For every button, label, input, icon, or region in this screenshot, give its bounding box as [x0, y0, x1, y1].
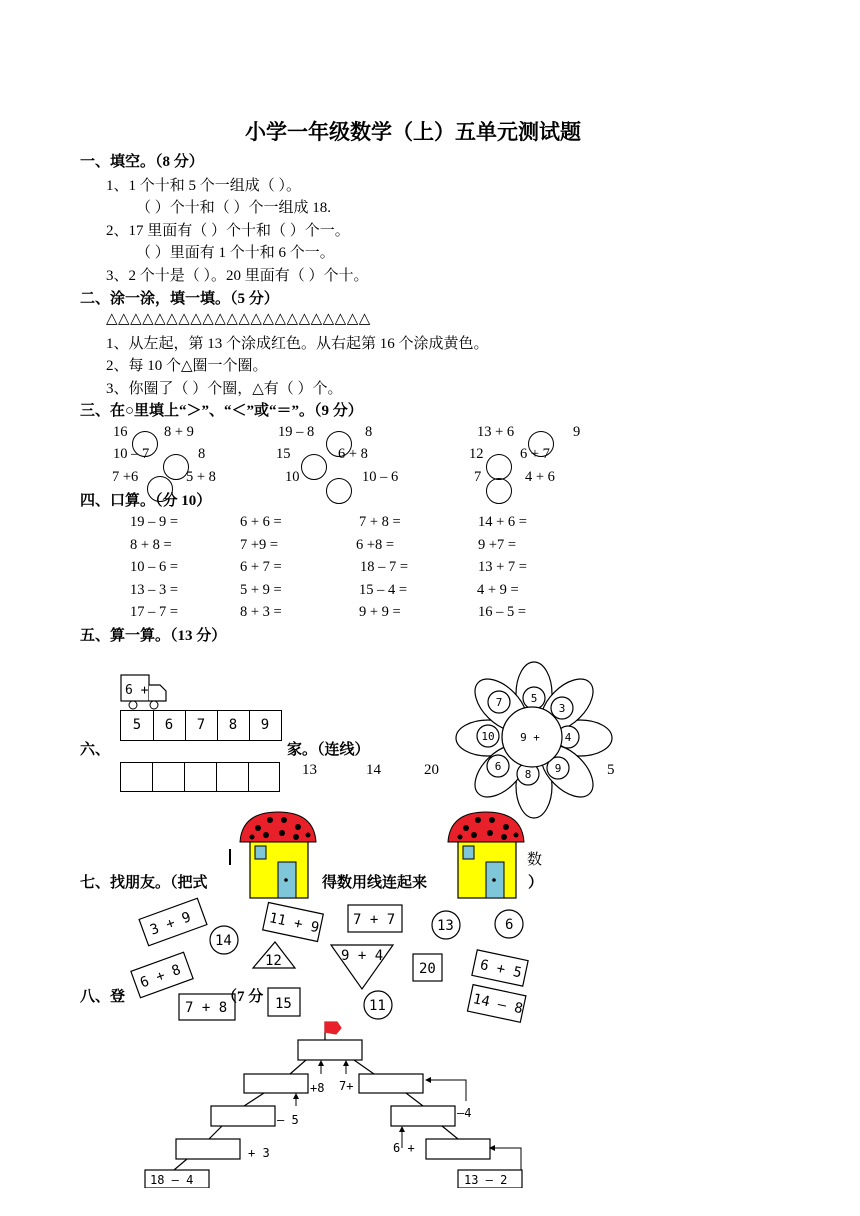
start-value: 13 – 2	[464, 1173, 508, 1187]
cmp-right: 6 + 7	[520, 446, 550, 462]
answer-box[interactable]	[211, 1106, 275, 1126]
answer-box[interactable]	[176, 1139, 240, 1159]
answer-box[interactable]	[359, 1074, 423, 1093]
start-value: 18 – 4	[150, 1173, 194, 1187]
section-1-heading: 一、填空。（8 分）	[80, 154, 204, 170]
op-label: +8	[310, 1081, 325, 1095]
petal-number: 4	[564, 731, 572, 744]
number-box: 9	[260, 717, 270, 733]
op-label: –4	[457, 1106, 472, 1120]
petal-number: 8	[524, 768, 532, 781]
calc-item: 13 – 3 =	[130, 582, 179, 598]
cmp-left: 10	[285, 469, 300, 485]
calc-item: 15 – 4 =	[359, 582, 408, 598]
compare-circle[interactable]	[486, 454, 512, 480]
section-3-heading: 三、在○里填上“＞”、“＜”或“＝”。（9 分）	[80, 403, 363, 419]
calc-item: 9 + 9 =	[359, 604, 401, 620]
match-diagram	[125, 895, 545, 1025]
triangle-row: △△△△△△△△△△△△△△△△△△△△△△	[106, 311, 371, 327]
calc-item: 8 + 3 =	[240, 604, 282, 620]
s1-line-5: 3、2 个十是（ ）。20 里面有（ ）个十。	[106, 268, 369, 284]
card-label: 3 + 9	[148, 909, 194, 939]
answer-box[interactable]	[184, 763, 185, 791]
calc-item: 18 – 7 =	[360, 559, 409, 575]
answer-box[interactable]	[391, 1106, 455, 1126]
section-8-heading: 八、登	[80, 989, 126, 1005]
circle-number: 13	[437, 918, 454, 934]
cmp-left: 13 + 6	[477, 424, 515, 440]
calc-item: 16 – 5 =	[478, 604, 527, 620]
op-label: 6 +	[393, 1141, 415, 1155]
house-number: 14	[366, 762, 381, 778]
card-label: 6 + 8	[137, 961, 184, 992]
number-box: 8	[217, 711, 250, 740]
calc-item: 6 +8 =	[356, 537, 395, 553]
calc-item: 6 + 7 =	[240, 559, 282, 575]
card-label: 7 + 7	[353, 912, 396, 928]
calc-item: 5 + 9 =	[240, 582, 282, 598]
answer-box[interactable]	[216, 763, 217, 791]
calc-item: 19 – 9 =	[130, 514, 179, 530]
ladder-diagram	[140, 1018, 540, 1188]
calc-item: 14 + 6 =	[478, 514, 527, 530]
petal-number: 6	[494, 760, 502, 773]
section-5-heading: 五、算一算。（13 分）	[80, 628, 227, 644]
cmp-left: 16	[113, 424, 128, 440]
house-number: 5	[607, 762, 615, 778]
petal-number: 7	[495, 696, 503, 709]
flower-diagram	[454, 660, 614, 820]
s1-line-1: 1、1 个十和 5 个一组成（ ）。	[106, 178, 302, 194]
calc-item: 9 +7 =	[478, 537, 517, 553]
compare-circle[interactable]	[486, 478, 512, 504]
card-label: 7 + 8	[185, 1000, 228, 1016]
page-title: 小学一年级数学（上）五单元测试题	[245, 120, 581, 144]
house-icon	[446, 810, 530, 900]
section-6-heading: 六、	[80, 742, 111, 758]
card-label: 9 + 4	[341, 948, 384, 964]
answer-box[interactable]	[426, 1139, 490, 1159]
section-7-heading-mid: 得数用线连起来	[322, 875, 428, 891]
cmp-right: 9	[573, 424, 581, 440]
s1-line-2: （ ）个十和（ ）个一组成 18.	[136, 200, 332, 216]
s2-line-2: 2、每 10 个△圈一个圈。	[106, 358, 268, 374]
partial-glyph-mark	[229, 849, 231, 865]
answer-box-row	[120, 762, 280, 792]
section-4-heading: 四、口算。（分 10）	[80, 493, 212, 509]
cmp-right: 4 + 6	[525, 469, 555, 485]
section-7-heading: 七、找朋友。（把式	[80, 875, 208, 891]
calc-item: 6 + 6 =	[240, 514, 282, 530]
s1-line-4: （ ）里面有 1 个十和 6 个一。	[136, 245, 335, 261]
number-box: 7	[185, 711, 218, 740]
cmp-right: 8 + 9	[164, 424, 194, 440]
circle-number: 14	[215, 933, 232, 949]
cmp-right: 8	[198, 446, 206, 462]
answer-box[interactable]	[244, 1074, 308, 1093]
petal-number: 3	[558, 702, 566, 715]
cmp-left: 7	[474, 469, 482, 485]
section-2-heading: 二、涂一涂，填一填。（5 分）	[80, 291, 279, 307]
cmp-left: 7 +6	[112, 469, 139, 485]
truck-label: 6 +	[125, 683, 149, 698]
square-number: 20	[419, 961, 436, 977]
triangle-number: 12	[265, 953, 282, 969]
circle-number: 11	[369, 998, 386, 1014]
number-box: 6	[153, 711, 186, 740]
petal-number: 5	[530, 692, 538, 705]
cmp-left: 10 – 7	[113, 446, 150, 462]
card-label: 6 + 5	[478, 956, 524, 982]
section-7-heading-end: ）	[528, 875, 544, 891]
number-box-row	[120, 710, 282, 741]
calc-item: 10 – 6 =	[130, 559, 179, 575]
compare-circle[interactable]	[301, 454, 327, 480]
calc-item: 7 + 8 =	[359, 514, 401, 530]
circle-number: 6	[505, 917, 514, 933]
answer-box[interactable]	[298, 1040, 362, 1060]
cmp-right: 5 + 8	[186, 469, 216, 485]
section-8-heading-mid: （7 分	[222, 989, 264, 1005]
cmp-left: 12	[469, 446, 484, 462]
cmp-right: 6 + 8	[338, 446, 368, 462]
s1-line-3: 2、17 里面有（ ）个十和（ ）个一。	[106, 223, 350, 239]
card-label: 14 – 8	[471, 991, 525, 1018]
house-number: 13	[302, 762, 317, 778]
calc-item: 8 + 8 =	[130, 537, 172, 553]
flower-center-label: 9 +	[520, 731, 540, 744]
compare-circle[interactable]	[326, 478, 352, 504]
card-label: 11 + 9	[267, 910, 321, 937]
partial-glyph: 数	[527, 852, 543, 868]
op-label: – 5	[277, 1113, 299, 1127]
number-box: 5	[121, 711, 154, 740]
house-number: 20	[424, 762, 439, 778]
calc-item: 4 + 9 =	[477, 582, 519, 598]
calc-item: 13 + 7 =	[478, 559, 527, 575]
cmp-left: 19 – 8	[278, 424, 315, 440]
s2-line-1: 1、从左起，第 13 个涂成红色。从右起第 16 个涂成黄色。	[106, 336, 489, 352]
op-label: + 3	[248, 1146, 270, 1160]
petal-number: 10	[481, 730, 495, 743]
section-6-heading-end: 家。（连线）	[287, 742, 370, 758]
s2-line-3: 3、你圈了（ ）个圈，△有（ ）个。	[106, 381, 343, 397]
calc-item: 7 +9 =	[240, 537, 279, 553]
op-label: 7+	[339, 1079, 354, 1093]
petal-number: 9	[554, 762, 562, 775]
cmp-left: 15	[276, 446, 291, 462]
calc-item: 17 – 7 =	[130, 604, 179, 620]
cmp-right: 10 – 6	[362, 469, 399, 485]
square-number: 15	[275, 996, 292, 1012]
cmp-right: 8	[365, 424, 373, 440]
house-icon	[238, 810, 322, 900]
answer-box[interactable]	[152, 763, 153, 791]
answer-box[interactable]	[248, 763, 249, 791]
